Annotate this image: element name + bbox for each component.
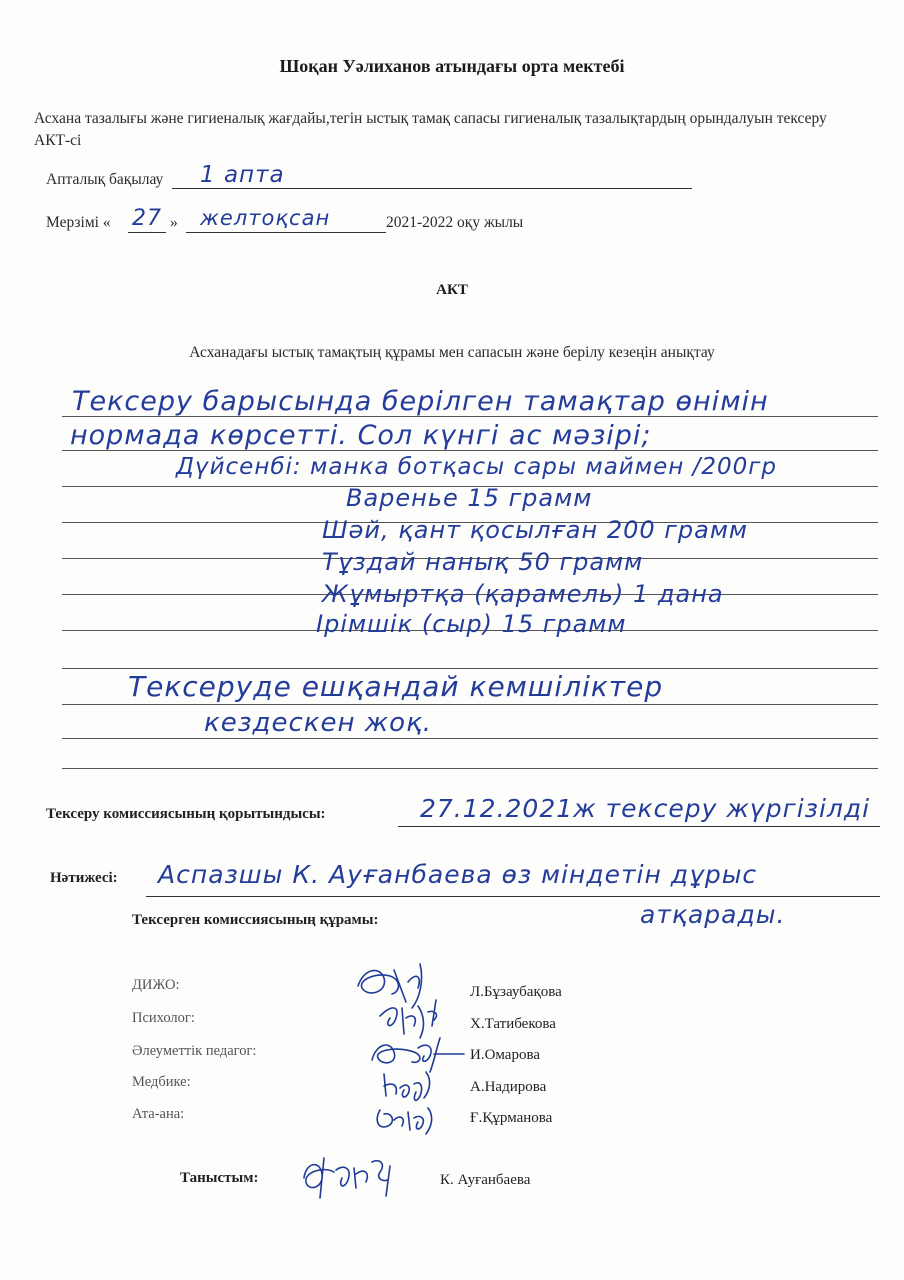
- member-role: Медбике:: [132, 1074, 191, 1090]
- weekly-label: Апталық бақылау: [46, 171, 164, 188]
- result-value: Аспазшы К. Ауғанбаева өз міндетін дұрыс: [158, 860, 758, 889]
- ruled-line: [62, 668, 878, 669]
- act-subtitle: Асханадағы ыстық тамақтың құрамы мен сапасын және берілу кезеңін анықтау: [189, 344, 715, 361]
- handwritten-line: Дүйсенбі: манка ботқасы сары маймен /200гр: [176, 454, 777, 480]
- school-title: Шоқан Уәлиханов атындағы орта мектебі: [279, 56, 625, 76]
- acknowledged-label: Таныстым:: [180, 1170, 259, 1186]
- acknowledged-name: К. Ауғанбаева: [440, 1172, 531, 1188]
- date-close: »: [170, 214, 178, 231]
- member-name: А.Надирова: [470, 1079, 547, 1095]
- ruled-line: [62, 768, 878, 769]
- finding-line: кездескен жоқ.: [204, 708, 433, 738]
- date-day-underline: [128, 232, 166, 233]
- member-name: Х.Татибекова: [470, 1016, 556, 1032]
- acknowledged-signature: [294, 1152, 404, 1202]
- member-role: Психолог:: [132, 1010, 195, 1026]
- conclusion-underline: [398, 826, 880, 827]
- handwritten-line: Тұздай нанық 50 грамм: [322, 548, 644, 576]
- date-day: 27: [132, 206, 162, 231]
- weekly-value: 1 апта: [200, 162, 285, 188]
- ruled-line: [62, 704, 878, 705]
- handwritten-line: Варенье 15 грамм: [346, 484, 593, 512]
- handwritten-line: Шәй, қант қосылған 200 грамм: [322, 516, 749, 544]
- handwritten-line: нормада көрсетті. Сол күнгі ас мәзірі;: [70, 420, 652, 451]
- date-label: Мерзімі «: [46, 214, 111, 231]
- member-role: Әлеуметтік педагог:: [132, 1043, 257, 1059]
- academic-year: 2021-2022 оқу жылы: [386, 214, 524, 231]
- handwritten-line: Тексеру барысында берілген тамақтар өнімін: [72, 386, 769, 417]
- member-name: Л.Бұзаубақова: [470, 984, 562, 1000]
- finding-line: Тексеруде ешқандай кемшіліктер: [128, 670, 664, 703]
- handwritten-line: Жұмыртқа (қарамель) 1 дана: [322, 580, 724, 608]
- result-underline: [146, 896, 880, 897]
- member-role: Ата-ана:: [132, 1106, 185, 1122]
- conclusion-value: 27.12.2021ж тексеру жүргізілді: [420, 794, 871, 823]
- act-intro: Асхана тазалығы және гигиеналық жағдайы,тегін ыстық тамақ сапасы гигиеналық тазалықтардың орындалуын тексеру АКТ-сі: [34, 110, 827, 149]
- handwritten-line: Ірімшік (сыр) 15 грамм: [316, 610, 627, 638]
- member-role: ДИЖО:: [132, 977, 180, 993]
- conclusion-label: Тексеру комиссиясының қорытындысы:: [46, 806, 326, 822]
- date-month: желтоқсан: [200, 206, 331, 230]
- signature-5: [370, 1100, 450, 1136]
- result-value-continued: атқарады.: [640, 900, 786, 929]
- member-name: Ғ.Құрманова: [470, 1110, 553, 1126]
- act-heading: АКТ: [436, 282, 468, 298]
- date-month-underline: [186, 232, 386, 233]
- weekly-underline: [172, 188, 692, 189]
- ruled-line: [62, 738, 878, 739]
- member-name: И.Омарова: [470, 1047, 541, 1063]
- result-label: Нәтижесі:: [50, 870, 118, 886]
- commission-title: Тексерген комиссиясының құрамы:: [132, 912, 379, 928]
